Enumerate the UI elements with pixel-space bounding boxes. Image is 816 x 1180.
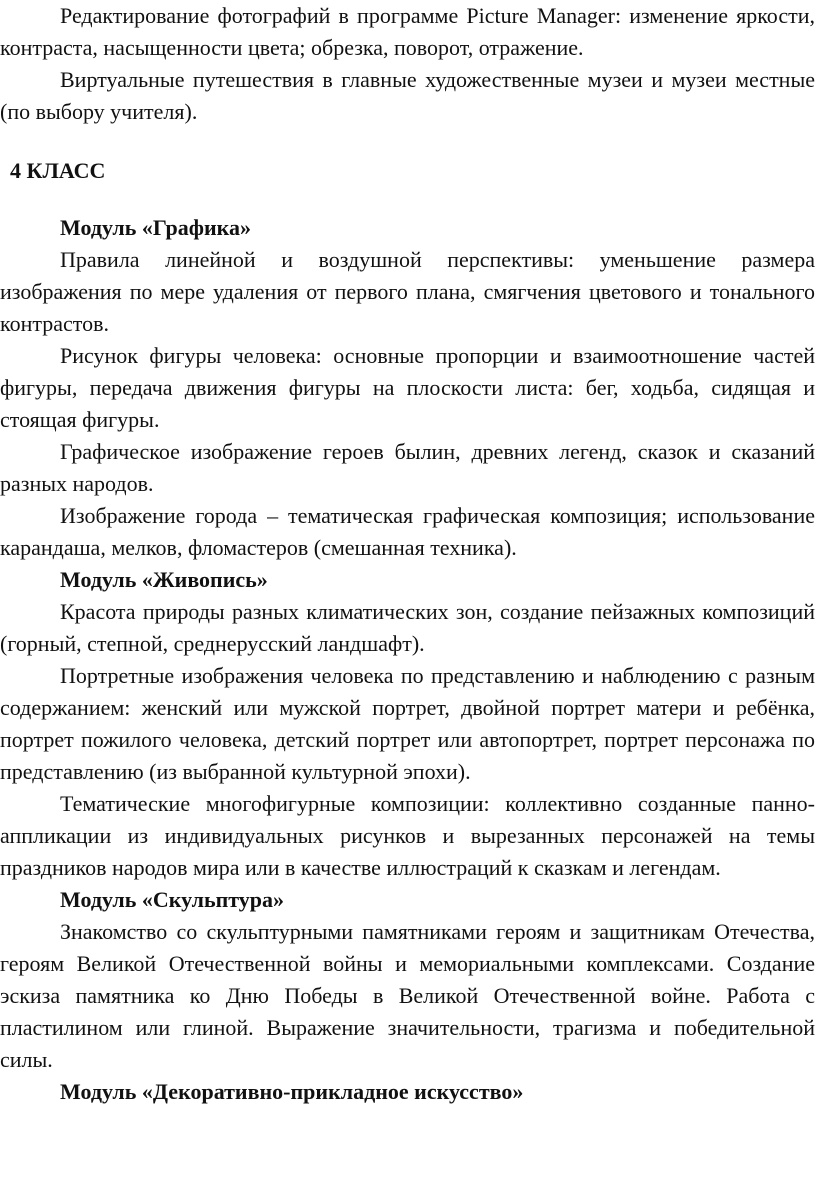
module-heading-graphics: Модуль «Графика»: [60, 215, 251, 240]
paragraph-human-figure: Рисунок фигуры человека: основные пропорции и взаимоотношение частей фигуры, передача движения фигуры на плоскости листа: бег, ходьба, сидящая и стоящая фигуры.: [0, 343, 815, 432]
intro-paragraph-virtual-tours: Виртуальные путешествия в главные художественные музеи и музеи местные (по выбору учителя).: [0, 67, 815, 124]
paragraph-monuments: Знакомство со скульптурными памятниками героям и защитникам Отечества, героям Великой Отечественной войны и мемориальными комплексами. Создание эскиза памятника ко Дню Победы в Великой Отечественной войне. Работа с пластилином или глиной. Выражение значительности, трагизма и победительной силы.: [0, 919, 815, 1072]
paragraph-nature: Красота природы разных климатических зон, создание пейзажных композиций (горный, степной, среднерусский ландшафт).: [0, 599, 815, 656]
spacer: [0, 187, 815, 212]
module-heading-decorative-arts: Модуль «Декоративно-прикладное искусство»: [60, 1079, 524, 1104]
paragraph-compositions: Тематические многофигурные композиции: коллективно созданные панно-аппликации из индивидуальных рисунков и вырезанных персонажей на темы праздников народов мира или в качестве иллюстраций к сказкам и легендам.: [0, 791, 815, 880]
paragraph-portraits: Портретные изображения человека по представлению и наблюдению с разным содержанием: женский или мужской портрет, двойной портрет матери и ребёнка, портрет пожилого человека, детский портрет или автопортрет, портрет персонажа по представлению (из выбранной культурной эпохи).: [0, 663, 815, 784]
spacer: [0, 128, 815, 155]
paragraph-city: Изображение города – тематическая графическая композиция; использование карандаша, мелков, фломастеров (смешанная техника).: [0, 503, 815, 560]
paragraph-heroes: Графическое изображение героев былин, древних легенд, сказок и сказаний разных народов.: [0, 439, 815, 496]
grade-heading: 4 КЛАСС: [10, 158, 106, 183]
paragraph-perspective: Правила линейной и воздушной перспективы: уменьшение размера изображения по мере удаления от первого плана, смягчения цветового и тонального контрастов.: [0, 247, 815, 336]
intro-paragraph-photo-editing: Редактирование фотографий в программе Picture Manager: изменение яркости, контраста, насыщенности цвета; обрезка, поворот, отражение.: [0, 3, 815, 60]
module-heading-painting: Модуль «Живопись»: [60, 567, 268, 592]
module-heading-sculpture: Модуль «Скульптура»: [60, 887, 285, 912]
